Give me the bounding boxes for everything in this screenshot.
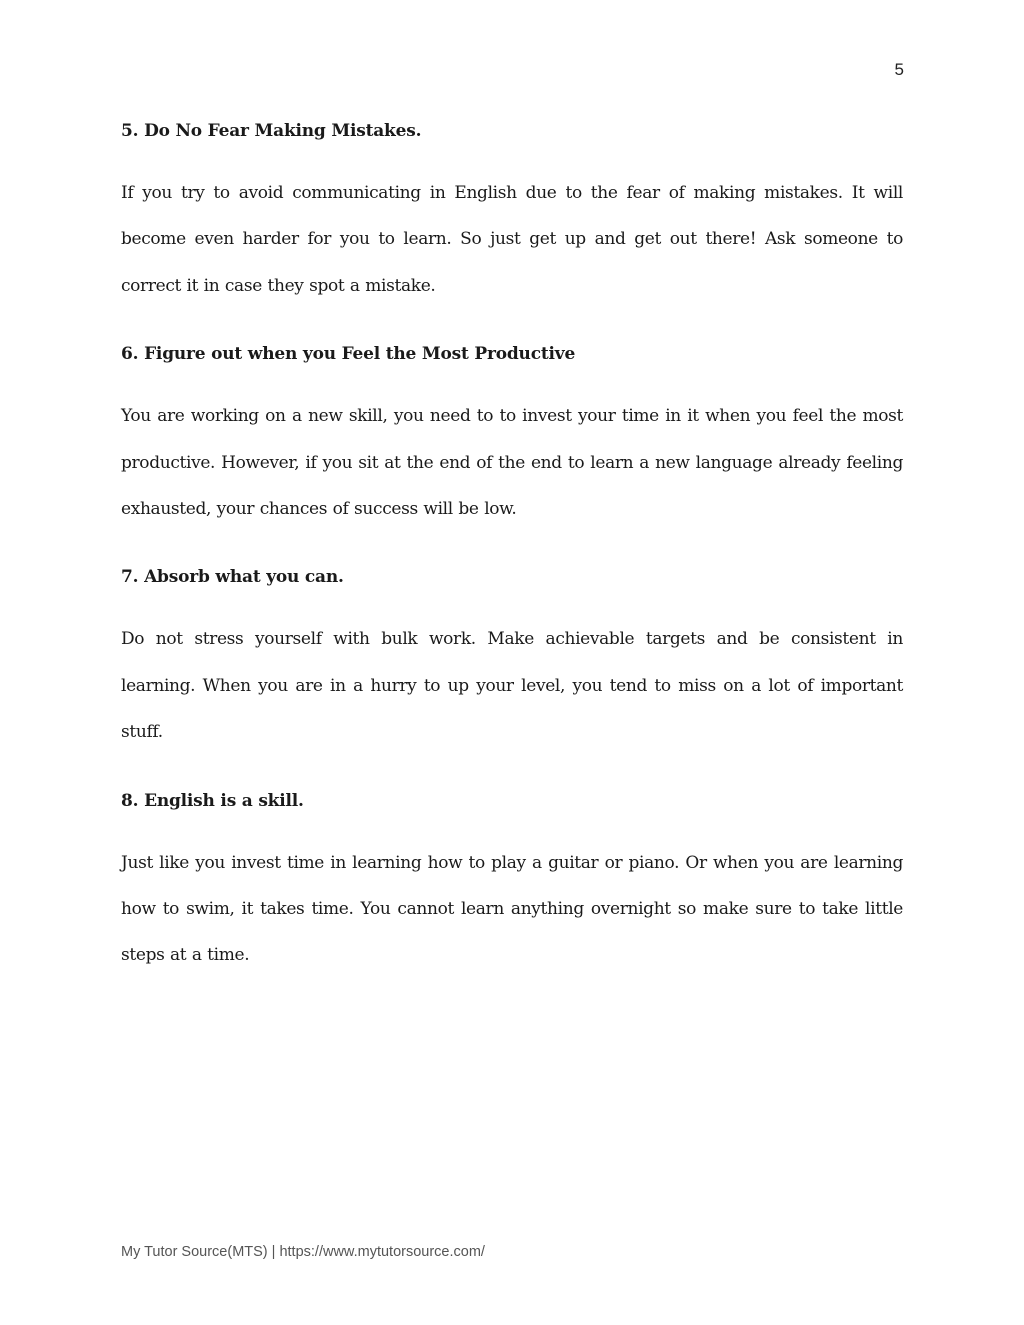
section-paragraph: Just like you invest time in learning how to play a guitar or piano. Or when you are learning how to swim, it takes time. You cannot learn anything overnight so make sure to take little steps at a time. [121,852,903,966]
section-productive-time [121,333,903,532]
section-heading: 7. Absorb what you can. [121,567,344,588]
section-paragraph: Do not stress yourself with bulk work. Make achievable targets and be consistent in learning. When you are in a hurry to up your level, you tend to miss on a lot of important stuff. [121,629,903,743]
document-body [121,110,903,979]
section-absorb [121,556,903,755]
section-english-skill [121,780,903,979]
page-number: 5 [894,60,904,79]
section-heading: 6. Figure out when you Feel the Most Productive [121,344,576,365]
section-fear-mistakes [121,110,903,309]
section-paragraph: You are working on a new skill, you need to to invest your time in it when you feel the most productive. However, if you sit at the end of the end to learn a new language already feeling exhausted, your chances of success will be low. [121,406,903,520]
page-footer: My Tutor Source(MTS) | https://www.mytutorsource.com/ [121,1244,485,1260]
section-paragraph: If you try to avoid communicating in English due to the fear of making mistakes. It will become even harder for you to learn. So just get up and get out there! Ask someone to correct it in case they spot a mistake. [121,183,903,296]
section-heading: 5. Do No Fear Making Mistakes. [121,121,422,141]
section-heading: 8. English is a skill. [121,790,304,811]
